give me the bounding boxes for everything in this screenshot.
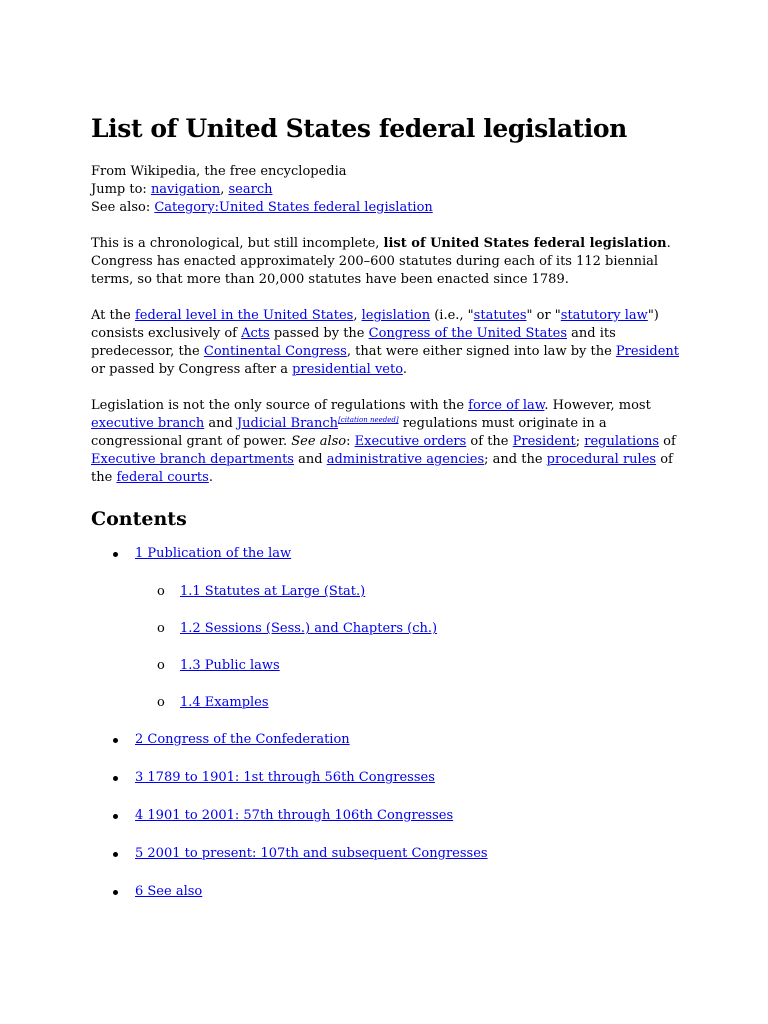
judicial-branch-link[interactable]: Judicial Branch xyxy=(236,416,339,431)
article xyxy=(91,0,681,921)
executive-departments-link[interactable]: Executive branch departments xyxy=(91,452,294,467)
circle-bullet-icon: o xyxy=(157,584,165,599)
bullet-icon xyxy=(113,852,118,857)
page-title: List of United States federal legislation xyxy=(91,114,627,143)
circle-bullet-icon: o xyxy=(157,695,165,710)
toc-item xyxy=(91,694,681,731)
circle-bullet-icon: o xyxy=(157,658,165,673)
intro-paragraph: This is a chronological, but still incomplete, list of United States federal legislation. Congress has enacted approximately 200–600 statutes during each of its 112 biennial terms, so that more than 20,000 statutes have been enacted since 1789. xyxy=(91,236,671,287)
toc-item xyxy=(91,845,681,883)
toc-item xyxy=(91,769,681,807)
federal-courts-link[interactable]: federal courts xyxy=(116,470,209,485)
continental-congress-link[interactable]: Continental Congress xyxy=(203,344,347,359)
citation-needed-link[interactable]: [citation needed] xyxy=(338,416,399,424)
toc-link-2001-present[interactable]: 5 2001 to present: 107th and subsequent Congresses xyxy=(135,846,488,861)
regulations-link[interactable]: regulations xyxy=(584,434,660,449)
regulations-paragraph: Legislation is not the only source of regulations with the force of law. However, most executive branch and Judicial Branch[citation needed] regulations must originate in a congressional grant of power. See also: Executive orders of the President; regulations of Executive branch departments and administrative agencies; and the procedural rules of the federal courts. xyxy=(91,398,676,485)
bullet-icon xyxy=(113,776,118,781)
toc-link-public-laws[interactable]: 1.3 Public laws xyxy=(180,658,280,673)
circle-bullet-icon: o xyxy=(157,621,165,636)
bullet-icon xyxy=(113,738,118,743)
federal-level-link[interactable]: federal level in the United States xyxy=(134,308,354,323)
site-sub: From Wikipedia, the free encyclopedia xyxy=(91,164,347,179)
procedural-rules-link[interactable]: procedural rules xyxy=(546,452,657,467)
jump-search-link[interactable]: search xyxy=(228,182,273,197)
toc-item xyxy=(91,620,681,657)
article-meta xyxy=(91,163,681,217)
statutes-link[interactable]: statutes xyxy=(473,308,527,323)
president-link-2[interactable]: President xyxy=(512,434,576,449)
toc-item xyxy=(91,731,681,769)
jump-navigation-link[interactable]: navigation xyxy=(150,182,221,197)
legislation-link[interactable]: legislation xyxy=(361,308,431,323)
see-also-line: See also: Category:United States federal legislation xyxy=(91,200,433,215)
force-of-law-link[interactable]: force of law xyxy=(468,398,545,413)
executive-orders-link[interactable]: Executive orders xyxy=(354,434,467,449)
toc-link-examples[interactable]: 1.4 Examples xyxy=(180,695,269,710)
toc-item xyxy=(91,545,681,583)
toc-link-sessions-chapters[interactable]: 1.2 Sessions (Sess.) and Chapters (ch.) xyxy=(180,621,438,636)
see-also-label: See also xyxy=(291,434,347,449)
statutory-law-link[interactable]: statutory law xyxy=(560,308,648,323)
presidential-veto-link[interactable]: presidential veto xyxy=(292,362,403,377)
administrative-agencies-link[interactable]: administrative agencies xyxy=(326,452,485,467)
toc-link-1901-2001[interactable]: 4 1901 to 2001: 57th through 106th Congresses xyxy=(135,808,454,823)
bullet-icon xyxy=(113,890,118,895)
table-of-contents xyxy=(91,545,681,921)
bullet-icon xyxy=(113,814,118,819)
acts-link[interactable]: Acts xyxy=(241,326,270,341)
toc-item xyxy=(91,657,681,694)
toc-item xyxy=(91,807,681,845)
jump-to: Jump to: navigation, search xyxy=(91,182,273,197)
toc-link-confederation[interactable]: 2 Congress of the Confederation xyxy=(135,732,350,747)
bullet-icon xyxy=(113,552,118,557)
contents-heading: Contents xyxy=(91,508,187,530)
category-link[interactable]: Category:United States federal legislation xyxy=(154,200,433,215)
toc-item xyxy=(91,883,681,921)
executive-branch-link[interactable]: executive branch xyxy=(91,416,205,431)
legislation-paragraph: At the federal level in the United States, legislation (i.e., "statutes" or "statutory law") consists exclusively of Acts passed by the Congress of the United States and its predecessor, the Continental Congress, that were either signed into law by the President or passed by Congress after a presidential veto. xyxy=(91,308,680,377)
bold-term: list of United States federal legislation xyxy=(383,236,667,251)
toc-link-1789-1901[interactable]: 3 1789 to 1901: 1st through 56th Congresses xyxy=(135,770,435,785)
toc-link-statutes-at-large[interactable]: 1.1 Statutes at Large (Stat.) xyxy=(180,584,366,599)
toc-item xyxy=(91,583,681,620)
congress-link[interactable]: Congress of the United States xyxy=(368,326,567,341)
toc-link-see-also[interactable]: 6 See also xyxy=(135,884,203,899)
president-link[interactable]: President xyxy=(615,344,680,359)
toc-link-publication[interactable]: 1 Publication of the law xyxy=(135,546,292,561)
